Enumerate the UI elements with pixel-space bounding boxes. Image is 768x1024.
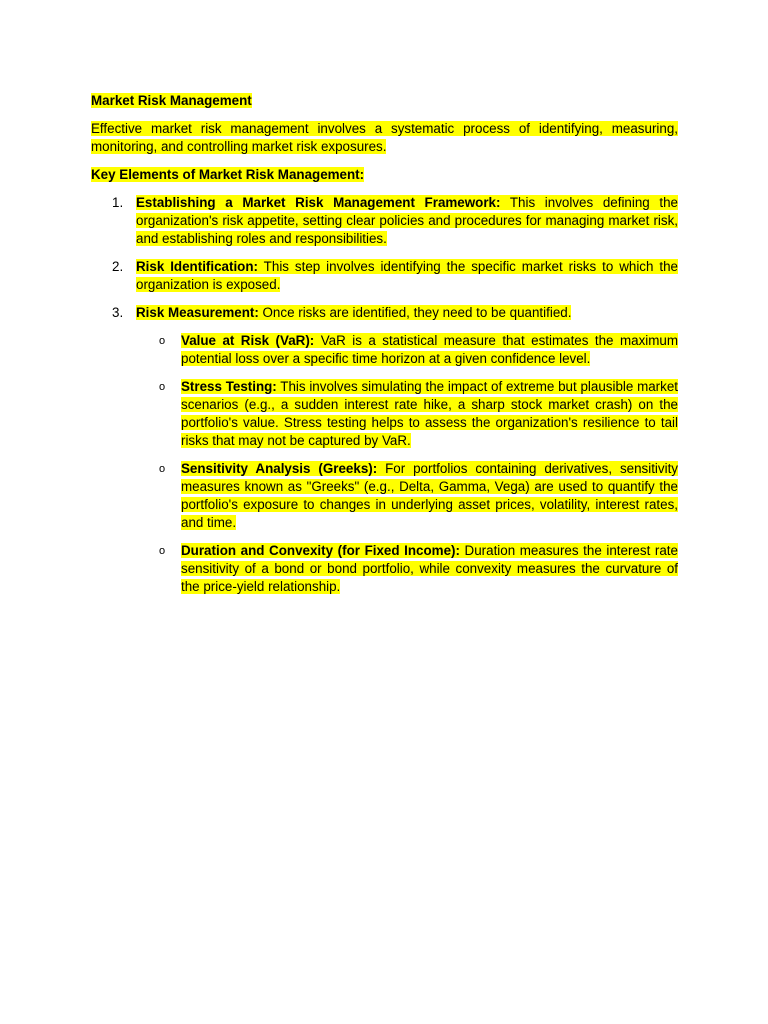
list-number: 1. <box>112 195 124 210</box>
list-item-framework <box>91 194 678 248</box>
key-elements-heading-text: Key Elements of Market Risk Management: <box>91 167 365 182</box>
bullet-term: Value at Risk (VaR): <box>181 333 315 348</box>
document-page <box>91 92 678 606</box>
numbered-list <box>91 194 678 596</box>
bullet-text: For portfolios containing derivatives, sensitivity measures known as "Greeks" (e.g., Delta, Gamma, Vega) are used to quantify the portfolio's exposure to changes in underlying asset prices, volatility, interest rates, and time. <box>181 461 678 530</box>
bullet-text: Duration measures the interest rate sensitivity of a bond or bond portfolio, while convexity measures the curvature of the price-yield relationship. <box>181 543 678 594</box>
list-item-text: This step involves identifying the specific market risks to which the organization is exposed. <box>136 259 678 292</box>
bullet-marker: o <box>159 463 166 475</box>
bullet-term: Sensitivity Analysis (Greeks): <box>181 461 378 476</box>
list-item-text: Once risks are identified, they need to be quantified. <box>258 305 572 320</box>
bullet-marker: o <box>159 335 166 347</box>
list-item-term: Risk Measurement: <box>136 305 259 320</box>
bullet-text: VaR is a statistical measure that estimates the maximum potential loss over a specific time horizon at a given confidence level. <box>181 333 678 366</box>
bullet-item-duration-convexity <box>136 542 678 596</box>
intro-paragraph <box>91 120 678 156</box>
bullet-item-sensitivity-analysis <box>136 460 678 532</box>
bullet-item-stress-testing <box>136 378 678 450</box>
list-number: 2. <box>112 259 124 274</box>
list-item-risk-identification <box>91 258 678 294</box>
list-item-term: Establishing a Market Risk Management Framework: <box>136 195 501 210</box>
list-item-text: This involves defining the organization's risk appetite, setting clear policies and procedures for managing market risk, and establishing roles and responsibilities. <box>136 195 678 246</box>
list-item-term: Risk Identification: <box>136 259 258 274</box>
list-number: 3. <box>112 305 124 320</box>
key-elements-heading <box>91 166 678 184</box>
bullet-term: Stress Testing: <box>181 379 277 394</box>
list-item-risk-measurement <box>91 304 678 596</box>
bullet-term: Duration and Convexity (for Fixed Income): <box>181 543 460 558</box>
bullet-item-var <box>136 332 678 368</box>
measurement-bullet-list <box>136 332 678 596</box>
document-title <box>91 92 678 110</box>
bullet-marker: o <box>159 545 166 557</box>
bullet-marker: o <box>159 381 166 393</box>
intro-text: Effective market risk management involves a systematic process of identifying, measuring, monitoring, and controlling market risk exposures. <box>91 121 678 154</box>
bullet-text: This involves simulating the impact of extreme but plausible market scenarios (e.g., a sudden interest rate hike, a sharp stock market crash) on the portfolio's value. Stress testing helps to assess the organization's resilience to tail risks that may not be captured by VaR. <box>181 379 678 448</box>
document-title-text: Market Risk Management <box>91 93 252 108</box>
